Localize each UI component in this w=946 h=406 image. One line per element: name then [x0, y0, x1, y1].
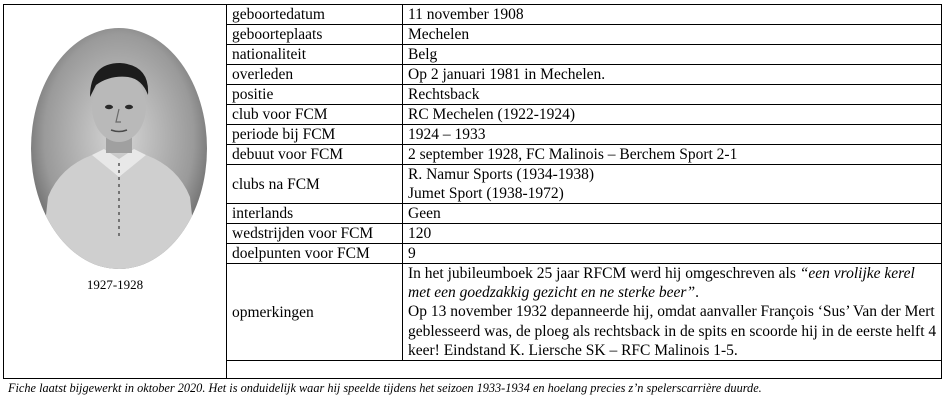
player-card [3, 4, 942, 379]
remarks-value [403, 264, 942, 361]
row-value: Rechtsback [403, 85, 942, 105]
row-label: club voor FCM [227, 105, 403, 125]
row-label: overleden [227, 65, 403, 85]
table-row [227, 45, 942, 65]
table-row [227, 264, 942, 361]
row-label: nationaliteit [227, 45, 403, 65]
club-entry: Jumet Sport (1938-1972) [408, 185, 564, 202]
table-row [227, 224, 942, 244]
row-value: 1924 – 1933 [403, 125, 942, 145]
row-value: 11 november 1908 [403, 5, 942, 25]
player-portrait [30, 27, 208, 270]
row-label: periode bij FCM [227, 125, 403, 145]
remarks-intro-end: . [695, 284, 699, 302]
row-value: 120 [403, 224, 942, 244]
row-value: Geen [403, 204, 942, 224]
row-label: geboortedatum [227, 5, 403, 25]
table-row [227, 204, 942, 224]
remarks-intro [408, 264, 937, 302]
row-value: RC Mechelen (1922-1924) [403, 105, 942, 125]
info-table [226, 5, 941, 361]
row-label: clubs na FCM [227, 165, 403, 204]
row-label: interlands [227, 204, 403, 224]
row-value-multi [403, 165, 942, 204]
row-value: Mechelen [403, 25, 942, 45]
table-row [227, 244, 942, 264]
table-row [227, 5, 942, 25]
row-label: wedstrijden voor FCM [227, 224, 403, 244]
remarks-intro-text: In het jubileumboek 25 jaar RFCM werd hij omgeschreven als [408, 265, 800, 282]
table-row [227, 165, 942, 204]
row-label: doelpunten voor FCM [227, 244, 403, 264]
row-label: debuut voor FCM [227, 145, 403, 165]
row-value: Op 2 januari 1981 in Mechelen. [403, 65, 942, 85]
photo-cell [4, 5, 227, 378]
table-row [227, 105, 942, 125]
remarks-story: Op 13 november 1932 depanneerde hij, omdat aanvaller François ‘Sus’ Van der Mert geblesseerd was, de ploeg als rechtsback in de spits en scoorde hij in de eerste helft 4 keer! Eindstand K. Liersche SK – RFC Malinois 1-5. [408, 303, 937, 359]
remarks-label: opmerkingen [227, 264, 403, 361]
row-value: 2 september 1928, FC Malinois – Berchem Sport 2-1 [403, 145, 942, 165]
table-row [227, 145, 942, 165]
photo-caption: 1927-1928 [86, 277, 144, 292]
footnote: Fiche laatst bijgewerkt in oktober 2020. Het is onduidelijk waar hij speelde tijdens het seizoen 1933-1934 en hoelang precies z’n spelerscarrière duurde. [8, 381, 762, 395]
table-row [227, 65, 942, 85]
remarks-quote: “een vrolijke kerel met een goedzakkig gezicht en ne sterke beer” [408, 265, 915, 302]
club-entry: R. Namur Sports (1934-1938) [408, 166, 594, 183]
row-label: geboorteplaats [227, 25, 403, 45]
table-row [227, 85, 942, 105]
row-value: 9 [403, 244, 942, 264]
table-row [227, 25, 942, 45]
row-value: Belg [403, 45, 942, 65]
row-label: positie [227, 85, 403, 105]
table-row [227, 125, 942, 145]
